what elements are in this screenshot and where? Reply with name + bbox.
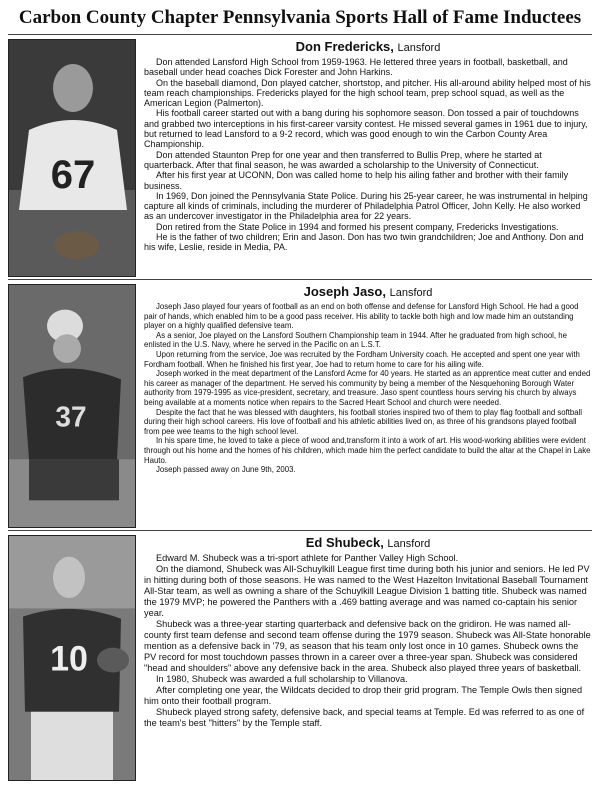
page-title: Carbon County Chapter Pennsylvania Sports Hall of Fame Inductees xyxy=(18,7,582,28)
inductee-photo-shubeck xyxy=(8,535,136,781)
bio-paragraph: Edward M. Shubeck was a tri-sport athlete for Panther Valley High School. xyxy=(156,553,459,563)
bio-paragraph: On the diamond, Shubeck was All-Schuylkill League first time during both his junior and seniors. He led PV in hitting during both of those seasons. He was named to the West Hazelton Invitational Baseball Tournament All-Star team, as well as owning a share of the Schuylkill League Division 1 batting title. Shubeck was named the 1979 MVP; he powered the Panthers with a .469 batting average and was named co-captain his senior year. xyxy=(144,564,590,618)
inductee-town: Lansford xyxy=(389,287,433,299)
entry-divider xyxy=(8,530,592,531)
bio-paragraph: In 1969, Don joined the Pennsylvania State Police. During his 25-year career, he was instrumental in helping capture all kinds of criminals, including the murderer of Philadelphia Patrol Officer, John Kelly. He also worked as an undercover investigator in the Philadelphia area for 22 years. xyxy=(144,190,588,222)
bio-paragraph: As a senior, Joe played on the Lansford Southern Championship team in 1944. After he graduated from high school, he enlisted in the U.S. Navy, where he served in the Pacific on an L.S.T. xyxy=(144,330,567,350)
inductee-name-line: Ed Shubeck, Lansford xyxy=(305,535,431,550)
bio-paragraph: In 1980, Shubeck was awarded a full scholarship to Villanova. xyxy=(156,674,408,684)
inductee-bio-fredericks xyxy=(144,39,592,277)
bio-paragraph: Shubeck played strong safety, defensive back, and special teams at Temple. Ed was referred to as one of the team's best "hitters" by the Temple staff. xyxy=(144,707,585,728)
inductee-town: Lansford xyxy=(397,42,441,54)
bio-paragraph: His football career started out with a bang during his sophomore season. Don tossed a pair of touchdowns and grabbed two interceptions in his first-career varsity contest. He missed several games in 1961 due to injury, but returned to lead Lansford to a 9-2 record, which was good enough to win the Carbon County Area Championship. xyxy=(144,108,588,150)
inductee-name: Joseph Jaso xyxy=(303,284,383,299)
inductee-name-line: Don Fredericks, Lansford xyxy=(295,39,441,54)
inductee-entry-shubeck xyxy=(8,535,592,781)
inductee-photo-jaso xyxy=(8,284,136,528)
jersey-number-shubeck: 10 xyxy=(50,639,88,679)
bio-paragraph: After completing one year, the Wildcats decided to drop their grid program. The Temple Owls then signed him onto their football program. xyxy=(144,685,583,706)
bio-paragraph: Despite the fact that he was blessed with daughters, his football stories inspired two of them to play flag football and softball during their high school careers. His love of football and his athletic abilities lived on, as three of his grandsons played football from pee wee teams to the high school level. xyxy=(144,407,583,436)
jersey-number-fredericks: 67 xyxy=(50,153,96,197)
inductee-name-line: Joseph Jaso, Lansford xyxy=(303,284,433,299)
bio-paragraph: After his first year at UCONN, Don was called home to help his ailing father and brother with their family business. xyxy=(144,170,569,191)
inductee-entry-fredericks xyxy=(8,39,592,277)
bio-paragraph: Joseph Jaso played four years of football as an end on both offense and defense for Lansford High School. He had a good pair of hands, which enabled him to be a good pass receiver. His ability to tackle both high and low made him an outstanding player on a highly qualified defensive team. xyxy=(144,302,579,331)
bio-paragraph: Shubeck was a three-year starting quarterback and defensive back on the gridiron. He was named all-county first team defense and second team offense during the 1979 season. Shubeck was All-State honorable mention as a defensive back in '79, as season that his team only lost once in 10 games. Shubeck owns the PV record for most touchdown passes thrown in a career over a three-year span. Shubeck was considered "head and shoulders" above any defensive back in the area. Shubeck also played three years of basketball. xyxy=(144,619,591,673)
bio-paragraph: Don retired from the State Police in 1994 and formed his present company, Fredericks Investigations. xyxy=(156,221,559,232)
bio-paragraph: He is the father of two children; Erin and Jason. Don has two twin grandchildren; Joe and Anthony. Don and his wife, Leslie, reside in Media, PA. xyxy=(144,232,584,253)
bio-paragraph: Don attended Staunton Prep for one year and then transferred to Bullis Prep, where he started at quarterback. After that final season, he was awarded a scholarship to the University of Connecticut. xyxy=(144,149,542,170)
inductee-name: Ed Shubeck xyxy=(305,535,381,550)
inductee-name: Don Fredericks xyxy=(295,39,391,54)
bio-paragraph: In his spare time, he loved to take a piece of wood and,transform it into a work of art. His wood-working abilities were evident through out his home and the homes of his children, which made him the perfect candidate to build the altar at the Chapel in Lake Hauto. xyxy=(144,436,591,465)
title-divider xyxy=(8,34,592,35)
inductee-town: Lansford xyxy=(387,538,431,550)
bio-paragraph: Joseph passed away on June 9th, 2003. xyxy=(156,465,296,475)
bio-paragraph: Joseph worked in the meat department of the Lansford Acme for 40 years. He started as an apprentice meat cutter and ended his career as manager of the department. He served his community by being a member of the Nesquehoning Borough Water authority from 1979-1995 as vice-president, secretary, and treasure. Jaso spent countless hours serving his church by always being available at a moments notice when repairs to the Sacred Heart School and church were needed. xyxy=(144,369,591,407)
inductee-entry-jaso xyxy=(8,284,592,528)
bio-paragraph: Upon returning from the service, Joe was recruited by the Fordham University coach. He accepted and spent one year with Fordham football. When he finished his first year, Joe had to return home to care for his ailing wife. xyxy=(144,349,580,369)
inductee-photo-fredericks xyxy=(8,39,136,277)
inductee-bio-jaso xyxy=(144,284,592,528)
bio-paragraph: Don attended Lansford High School from 1959-1963. He lettered three years in football, basketball, and baseball under head coaches Dick Forester and John Harkins. xyxy=(144,57,568,78)
entry-divider xyxy=(8,279,592,280)
bio-paragraph: On the baseball diamond, Don played catcher, shortstop, and pitcher. His all-around ability helped most of his team reach championships. Fredericks played for the high school team, prep school squad, as well as the American Legion (Palmerton). xyxy=(144,77,591,109)
jersey-number-jaso: 37 xyxy=(55,401,87,434)
inductee-bio-shubeck xyxy=(144,535,592,781)
